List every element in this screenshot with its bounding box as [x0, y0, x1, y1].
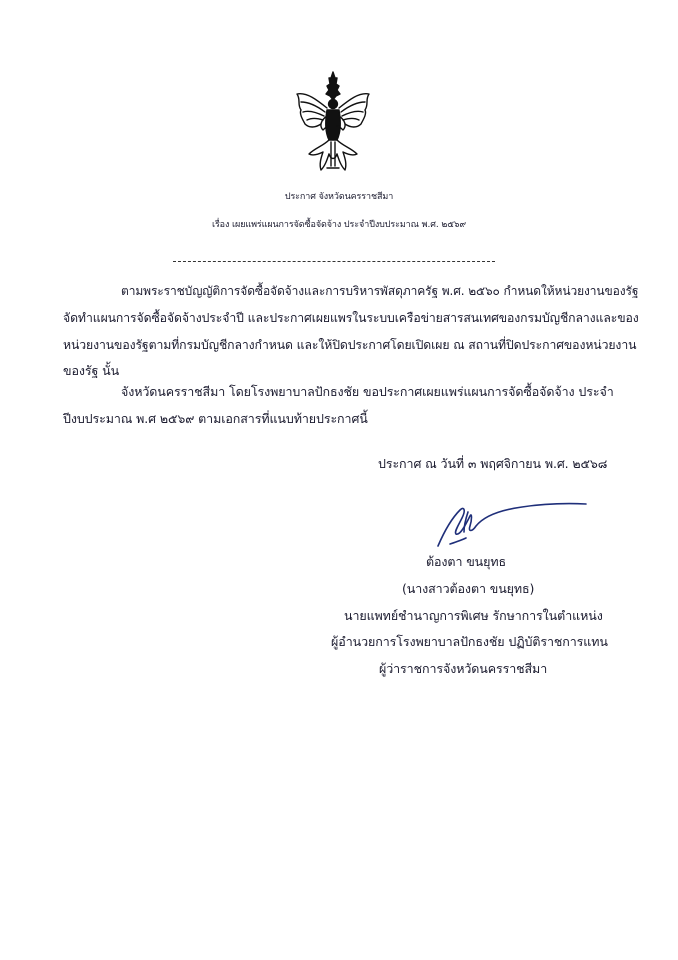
announcement-date: ประกาศ ณ วันที่ ๓ พฤศจิกายน พ.ศ. ๒๕๖๘	[378, 456, 608, 471]
announcement-title: ประกาศ จังหวัดนครราชสีมา	[284, 192, 394, 202]
handwritten-signature	[430, 492, 590, 554]
signed-name: ต้องตา ขนยุทธ	[426, 554, 507, 569]
paragraph2-line1: จังหวัดนครราชสีมา โดยโรงพยาบาลปักธงชัย ขอประกาศเผยแพร่แผนการจัดซื้อจัดจ้าง ประจำ	[121, 384, 614, 399]
paragraph1-line1: ตามพระราชบัญญัติการจัดซื้อจัดจ้างและการบริหารพัสดุภาครัฐ พ.ศ. ๒๕๖๐ กำหนดให้หน่วยงานของรัฐ	[121, 284, 639, 298]
signer-position-line2: ผู้อำนวยการโรงพยาบาลปักธงชัย ปฏิบัติราชการแทน	[331, 634, 608, 649]
announcement-subject: เรื่อง เผยแพร่แผนการจัดซื้อจัดจ้าง ประจำปีงบประมาณ พ.ศ. ๒๕๖๙	[211, 220, 467, 230]
garuda-emblem-icon	[291, 70, 375, 174]
signer-full-name: (นางสาวต้องตา ขนยุทธ)	[402, 581, 535, 596]
paragraph1-line2: จัดทำแผนการจัดซื้อจัดจ้างประจำปี และประกาศเผยแพรในระบบเครือข่ายสารสนเทศของกรมบัญชีกลางและของ	[63, 311, 639, 325]
paragraph1-line4: ของรัฐ นั้น	[63, 363, 120, 378]
signer-position-line3: ผู้ว่าราชการจังหวัดนครราชสีมา	[379, 661, 548, 676]
signer-position-line1: นายแพทย์ชำนาญการพิเศษ รักษาการในตำแหน่ง	[344, 608, 603, 623]
paragraph2-line2: ปีงบประมาณ พ.ศ ๒๕๖๙ ตามเอกสารที่แนบท้ายประกาศนี้	[63, 411, 368, 426]
paragraph1-line3: หน่วยงานของรัฐตามที่กรมบัญชีกลางกำหนด และให้ปิดประกาศโดยเปิดเผย ณ สถานที่ปิดประกาศของหน่วยงาน	[63, 338, 637, 352]
dashed-divider	[173, 261, 495, 262]
